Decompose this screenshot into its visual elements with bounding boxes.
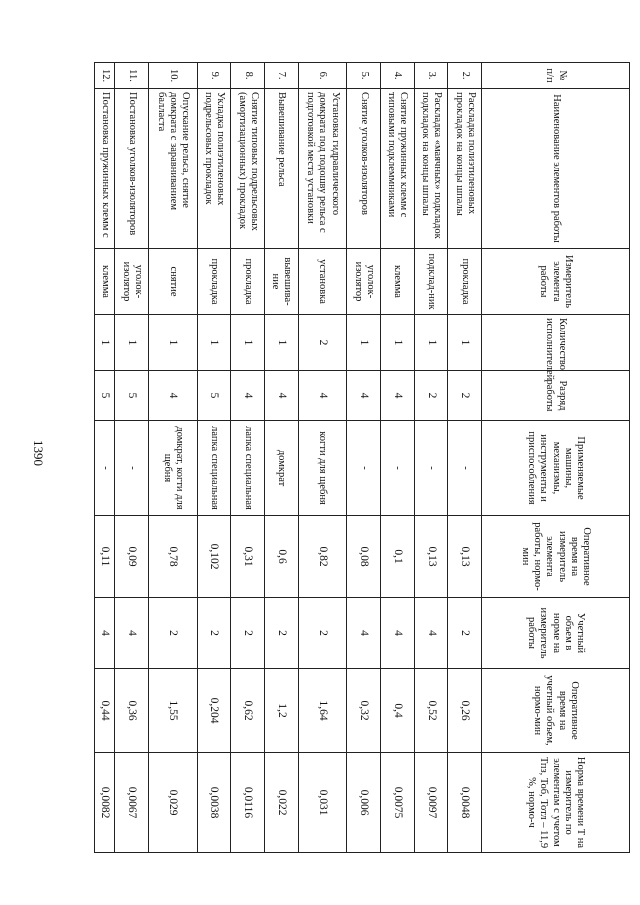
row-workers: 1 xyxy=(448,315,482,371)
row-number: 9. xyxy=(197,63,231,89)
row-volume: 2 xyxy=(264,598,298,669)
row-name: Снятие типовых подрельсовых (амортизационных) прокладок xyxy=(231,89,265,249)
header-workers: Количество исполнителей xyxy=(482,315,630,371)
row-op-time: 0,78 xyxy=(148,516,197,598)
row-tools: когти для щебня xyxy=(298,421,347,516)
row-norm: 0,0075 xyxy=(380,753,414,853)
row-op-time-volume: 0,204 xyxy=(197,669,231,753)
row-workers: 2 xyxy=(298,315,347,371)
row-meter: клемма xyxy=(95,249,115,315)
row-tools: - xyxy=(448,421,482,516)
rotated-table-container xyxy=(94,62,630,852)
row-norm: 0,0097 xyxy=(414,753,448,853)
row-name: Укладка полиэтиленовых подрельсовых прокладок xyxy=(197,89,231,249)
row-number: 8. xyxy=(231,63,265,89)
row-grade: 4 xyxy=(347,371,381,421)
row-number: 4. xyxy=(380,63,414,89)
row-grade: 5 xyxy=(197,371,231,421)
norms-table xyxy=(94,62,630,853)
table-body xyxy=(95,63,482,853)
row-meter: прокладка xyxy=(231,249,265,315)
row-volume: 2 xyxy=(231,598,265,669)
table-row xyxy=(115,63,149,853)
table-row xyxy=(197,63,231,853)
row-number: 2. xyxy=(448,63,482,89)
row-op-time-volume: 1,64 xyxy=(298,669,347,753)
row-op-time: 0,11 xyxy=(95,516,115,598)
row-workers: 1 xyxy=(380,315,414,371)
row-grade: 4 xyxy=(264,371,298,421)
row-name: Раскладка «маячных» подкладок подкладок на концы шпалы xyxy=(414,89,448,249)
row-op-time: 0,1 xyxy=(380,516,414,598)
row-op-time-volume: 0,62 xyxy=(231,669,265,753)
table-row xyxy=(347,63,381,853)
row-norm: 0,006 xyxy=(347,753,381,853)
row-workers: 1 xyxy=(231,315,265,371)
row-op-time: 0,08 xyxy=(347,516,381,598)
row-op-time: 0,102 xyxy=(197,516,231,598)
header-op-time: Оперативное время на измеритель элемента работы, нормо-мин xyxy=(482,516,630,598)
row-name: Опускание рельса, снятие домкрата с заравниванием балласта xyxy=(148,89,197,249)
row-number: 10. xyxy=(148,63,197,89)
row-volume: 4 xyxy=(414,598,448,669)
row-tools: - xyxy=(115,421,149,516)
row-norm: 0,031 xyxy=(298,753,347,853)
row-grade: 4 xyxy=(380,371,414,421)
header-tools: Применяемые машины, механизмы, инструменты и приспособления xyxy=(482,421,630,516)
row-workers: 1 xyxy=(148,315,197,371)
row-norm: 0,029 xyxy=(148,753,197,853)
header-name: Наименование элементов работы xyxy=(482,89,630,249)
table-row xyxy=(448,63,482,853)
header-num: № п/п xyxy=(482,63,630,89)
row-meter: прокладка xyxy=(197,249,231,315)
row-grade: 2 xyxy=(414,371,448,421)
row-volume: 4 xyxy=(95,598,115,669)
table-row xyxy=(264,63,298,853)
row-op-time: 0,09 xyxy=(115,516,149,598)
row-workers: 1 xyxy=(414,315,448,371)
row-op-time: 0,31 xyxy=(231,516,265,598)
row-grade: 4 xyxy=(298,371,347,421)
row-norm: 0,0067 xyxy=(115,753,149,853)
row-op-time-volume: 0,36 xyxy=(115,669,149,753)
row-name: Снятие уголков-изоляторов xyxy=(347,89,381,249)
row-number: 12. xyxy=(95,63,115,89)
row-tools: лапка специальная xyxy=(197,421,231,516)
row-op-time-volume: 0,44 xyxy=(95,669,115,753)
row-name: Установка гидравлического домкрата под подошву рельса с подготовкой места установки xyxy=(298,89,347,249)
row-tools: - xyxy=(347,421,381,516)
row-tools: домкрат xyxy=(264,421,298,516)
row-volume: 2 xyxy=(148,598,197,669)
row-workers: 1 xyxy=(264,315,298,371)
row-meter: уголок-изолятор xyxy=(347,249,381,315)
row-workers: 1 xyxy=(197,315,231,371)
table-row xyxy=(148,63,197,853)
row-meter: вывешива-ние xyxy=(264,249,298,315)
row-grade: 5 xyxy=(95,371,115,421)
header-volume: Учетный объем в норме на измеритель работы xyxy=(482,598,630,669)
row-number: 6. xyxy=(298,63,347,89)
table-row xyxy=(414,63,448,853)
row-grade: 2 xyxy=(448,371,482,421)
row-volume: 4 xyxy=(380,598,414,669)
row-name: Постановка пружинных клемм с xyxy=(95,89,115,249)
row-meter: прокладка xyxy=(448,249,482,315)
row-op-time-volume: 1,2 xyxy=(264,669,298,753)
row-norm: 0,0116 xyxy=(231,753,265,853)
row-name: Снятие пружинных клемм с типовыми подклеммниками xyxy=(380,89,414,249)
row-number: 11. xyxy=(115,63,149,89)
row-volume: 4 xyxy=(347,598,381,669)
row-grade: 4 xyxy=(231,371,265,421)
row-grade: 5 xyxy=(115,371,149,421)
table-row xyxy=(95,63,115,853)
row-volume: 4 xyxy=(115,598,149,669)
row-number: 3. xyxy=(414,63,448,89)
header-grade: Разряд работы xyxy=(482,371,630,421)
row-op-time: 0,6 xyxy=(264,516,298,598)
row-meter: подклад-ник xyxy=(414,249,448,315)
table-row xyxy=(298,63,347,853)
row-norm: 0,0038 xyxy=(197,753,231,853)
row-tools: - xyxy=(95,421,115,516)
row-number: 7. xyxy=(264,63,298,89)
row-tools: лапка специальная xyxy=(231,421,265,516)
header-row xyxy=(482,63,630,853)
row-name: Вывешивание рельса xyxy=(264,89,298,249)
header-norm: Норма времени Т на измеритель по элементам с учетом Тпз, Тоб, Тотл – 11,9 %, нормо-ч xyxy=(482,753,630,853)
row-norm: 0,0048 xyxy=(448,753,482,853)
page-number: 1390 xyxy=(31,440,46,466)
row-op-time-volume: 0,4 xyxy=(380,669,414,753)
row-norm: 0,0082 xyxy=(95,753,115,853)
row-tools: - xyxy=(380,421,414,516)
header-op-time-volume: Оперативное время на учетный объем, нормо-мин xyxy=(482,669,630,753)
row-name: Раскладка полиэтиленовых прокладок на концы шпалы xyxy=(448,89,482,249)
row-op-time-volume: 0,32 xyxy=(347,669,381,753)
row-grade: 4 xyxy=(148,371,197,421)
row-op-time: 0,13 xyxy=(414,516,448,598)
row-op-time: 0,13 xyxy=(448,516,482,598)
table-row xyxy=(231,63,265,853)
row-workers: 1 xyxy=(95,315,115,371)
row-op-time-volume: 0,52 xyxy=(414,669,448,753)
table-row xyxy=(380,63,414,853)
row-volume: 2 xyxy=(197,598,231,669)
row-workers: 1 xyxy=(347,315,381,371)
row-meter: снятие xyxy=(148,249,197,315)
row-op-time: 0,82 xyxy=(298,516,347,598)
row-meter: клемма xyxy=(380,249,414,315)
row-name: Постановка уголков-изоляторов xyxy=(115,89,149,249)
row-meter: уголок-изолятор xyxy=(115,249,149,315)
row-volume: 2 xyxy=(448,598,482,669)
row-meter: установка xyxy=(298,249,347,315)
row-tools: домкрат, когти для щебня xyxy=(148,421,197,516)
row-workers: 1 xyxy=(115,315,149,371)
row-norm: 0,022 xyxy=(264,753,298,853)
row-op-time-volume: 0,26 xyxy=(448,669,482,753)
row-op-time-volume: 1,55 xyxy=(148,669,197,753)
header-meter: Измеритель элемента работы xyxy=(482,249,630,315)
row-volume: 2 xyxy=(298,598,347,669)
row-number: 5. xyxy=(347,63,381,89)
row-tools: - xyxy=(414,421,448,516)
